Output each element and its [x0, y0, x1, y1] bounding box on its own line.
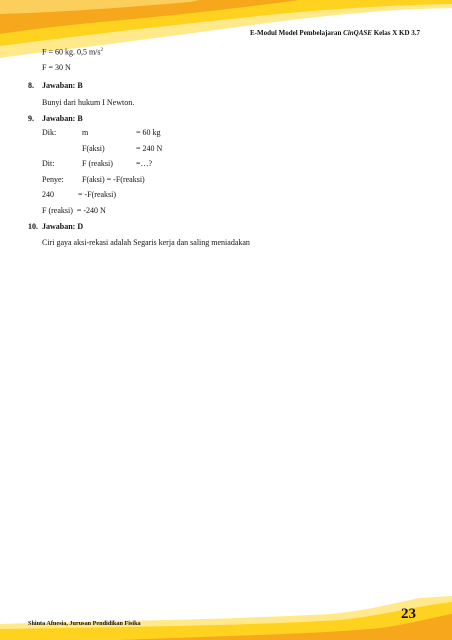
footer-decoration — [0, 596, 452, 640]
header-suffix: Kelas X KD 3.7 — [373, 29, 420, 37]
q10-explanation: Ciri gaya aksi-rekasi adalah Segaris kerja dan saling meniadakan — [42, 238, 250, 247]
dik-label: Dik: — [42, 128, 57, 137]
calc-step1-left: 240 — [42, 190, 54, 199]
header-prefix: E-Modul Model Pembelajaran — [250, 29, 342, 37]
calc-step1-right: = -F(reaksi) — [78, 190, 117, 199]
q10-number: 10. — [28, 222, 38, 231]
running-header — [250, 29, 420, 37]
calc-line-result: F = 30 N — [42, 63, 71, 72]
calc-line-force — [42, 46, 103, 58]
q8-number: 8. — [28, 81, 34, 90]
calc-line-force-text: F = 60 kg. 0,5 m/s — [42, 47, 101, 57]
penye-equation: F(aksi) = -F(reaksi) — [82, 175, 145, 184]
footer-author: Shinta Afnesia, Jurusan Pendidikan Fisika — [28, 620, 141, 627]
dik-force-symbol: F(aksi) — [82, 144, 105, 153]
penye-label: Penye: — [42, 175, 64, 184]
header-model: CinQASE — [343, 29, 372, 37]
dik-force-value: = 240 N — [136, 144, 163, 153]
q8-explanation: Bunyi dari hukum I Newton. — [42, 98, 135, 107]
q10-answer: Jawaban: D — [42, 222, 84, 231]
q9-number: 9. — [28, 114, 34, 123]
calc-step2: F (reaksi) = -240 N — [42, 206, 106, 215]
dit-value: =…? — [136, 159, 153, 168]
q9-answer: Jawaban: B — [42, 114, 83, 123]
dik-mass-symbol: m — [82, 128, 89, 137]
dik-mass-value: = 60 kg — [136, 128, 161, 137]
dit-symbol: F (reaksi) — [82, 159, 113, 168]
calc-line-force-exponent: 2 — [100, 48, 104, 53]
q8-answer: Jawaban: B — [42, 81, 83, 90]
dit-label: Dit: — [42, 159, 55, 168]
page-number: 23 — [401, 606, 416, 622]
